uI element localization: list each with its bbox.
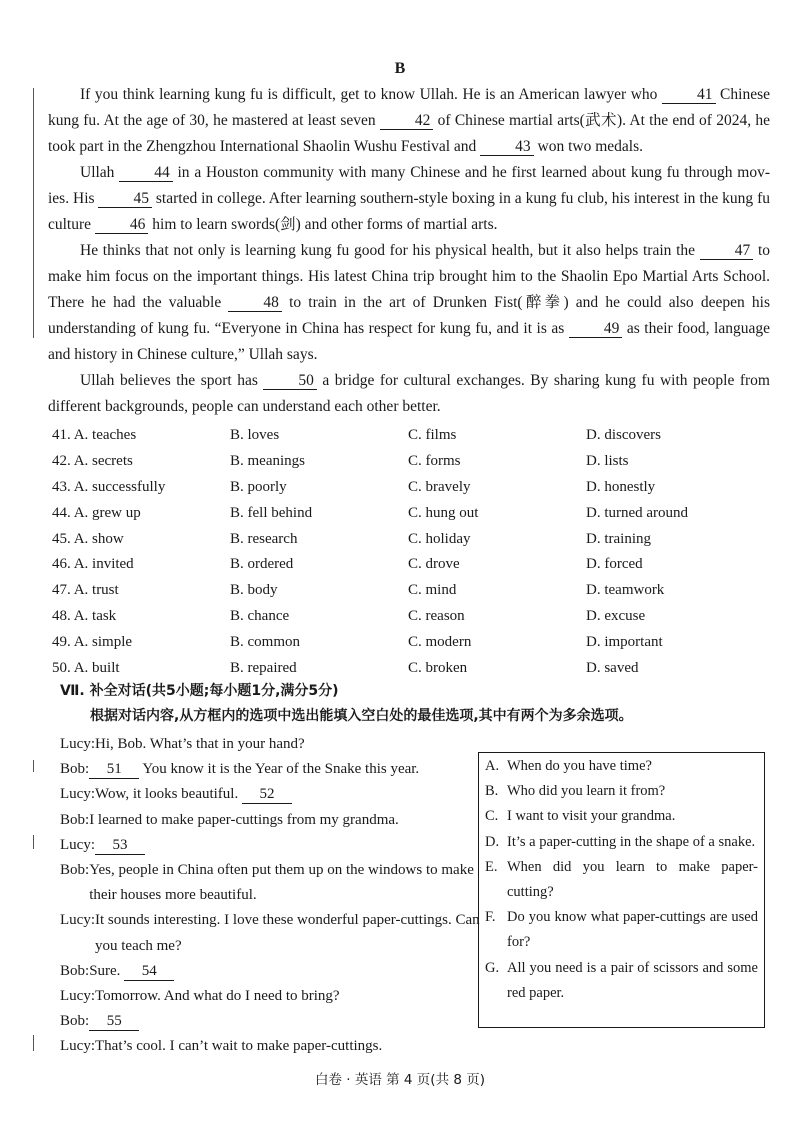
passage-text: to train in the art of Drunken Fist(醉拳) and he could also deepen his understanding of kung fu. “Everyone in China has respect for kung fu, and it is as — [48, 294, 770, 337]
line-text — [89, 757, 480, 782]
choice-item[interactable] — [485, 779, 758, 804]
dialogue-line — [60, 808, 480, 833]
passage-text: Chinese kung fu. At the age of 30, he mastered at least seven — [48, 86, 770, 129]
line-text-part: Wow, it looks beautiful. — [95, 786, 242, 803]
passage-text: Ullah believes the sport has — [80, 372, 264, 389]
blank-45: 45 — [98, 190, 152, 208]
option-b[interactable]: B. loves — [230, 427, 280, 444]
option-d[interactable]: D. honestly — [586, 478, 656, 495]
choice-item[interactable] — [485, 905, 758, 955]
question-row — [52, 629, 782, 655]
option-b[interactable]: B. body — [230, 582, 278, 599]
option-c[interactable]: C. forms — [408, 453, 461, 470]
passage-text: him to learn swords(剑) and other forms of martial arts. — [148, 216, 498, 233]
choice-text: Who did you learn it from? — [507, 783, 666, 800]
question-number: 47. — [52, 582, 71, 599]
passage-paragraph-4 — [48, 368, 770, 420]
cloze-options — [52, 423, 782, 681]
option-a-text: A. successfully — [73, 478, 166, 495]
option-a[interactable] — [52, 660, 230, 677]
option-a-text: A. trust — [73, 582, 119, 599]
choice-letter: D. — [485, 833, 500, 850]
passage-text: of Chinese martial arts(武术). At the end of 2024, he took part in the Zhengzhou International Shaolin Wushu Festival and — [48, 112, 770, 155]
left-margin-mark — [33, 88, 34, 338]
blank-44: 44 — [119, 164, 173, 182]
question-number: 49. — [52, 633, 71, 650]
question-number: 48. — [52, 607, 71, 624]
option-d[interactable]: D. turned around — [586, 504, 689, 521]
section-7-title: Ⅶ. 补全对话(共5小题;每小题1分,满分5分) — [60, 683, 339, 699]
choice-text: All you need is a pair of scissors and some red paper. — [507, 959, 758, 1001]
speaker: Lucy: — [60, 1038, 95, 1055]
line-text: Yes, people in China often put them up on the windows to make their houses more beautiful. — [89, 862, 474, 904]
option-a[interactable] — [52, 608, 230, 625]
option-b[interactable]: B. meanings — [230, 453, 305, 470]
question-row — [52, 655, 782, 681]
choice-letter: G. — [485, 959, 500, 976]
line-text: I learned to make paper-cuttings from my grandma. — [89, 811, 399, 828]
choice-text: I want to visit your grandma. — [507, 808, 676, 825]
blank-47: 47 — [700, 242, 754, 260]
dialogue-line — [60, 732, 480, 757]
passage-paragraph-1 — [48, 82, 770, 160]
passage-text: to make him focus on the important things. His latest China trip brought him to the Shaolin Epo Martial Arts School. There he had the valuable — [48, 242, 770, 311]
line-text: It sounds interesting. I love these wonderful paper-cuttings. Can you teach me? — [95, 912, 480, 954]
passage-text: a bridge for cultural exchanges. By sharing kung fu with people from different backgrounds, people can understand each other better. — [48, 372, 770, 415]
line-text: Hi, Bob. What’s that in your hand? — [95, 736, 305, 752]
option-d[interactable]: D. discovers — [586, 427, 661, 444]
option-c[interactable]: C. broken — [408, 659, 468, 676]
option-d[interactable]: D. important — [586, 633, 663, 650]
passage-text: won two medals. — [533, 138, 644, 155]
option-c[interactable]: C. modern — [408, 633, 472, 650]
question-row — [52, 500, 782, 526]
passage-text: as their food, language and history in Chinese culture,” Ullah says. — [48, 320, 770, 363]
blank-50: 50 — [263, 372, 317, 390]
option-c[interactable]: C. films — [408, 427, 457, 444]
question-number: 46. — [52, 556, 71, 573]
option-a-text: A. simple — [73, 633, 133, 650]
blank-41: 41 — [662, 86, 716, 104]
option-c[interactable]: C. hung out — [408, 504, 479, 521]
option-d[interactable]: D. forced — [586, 556, 643, 573]
dialogue-line — [60, 984, 480, 1009]
option-a[interactable] — [52, 479, 230, 496]
option-a-text: A. built — [73, 659, 120, 676]
option-c[interactable]: C. bravely — [408, 478, 471, 495]
line-text — [95, 782, 480, 807]
passage-text: If you think learning kung fu is difficult, get to know Ullah. He is an American lawyer who — [80, 86, 662, 103]
speaker: Bob: — [60, 811, 90, 828]
passage-paragraph-3 — [48, 238, 770, 368]
option-a[interactable] — [52, 582, 230, 599]
choice-letter: C. — [485, 808, 499, 825]
line-text-part: Sure. — [89, 962, 125, 979]
choice-item[interactable] — [485, 956, 758, 1006]
dialogue-line — [60, 908, 480, 958]
line-text — [89, 1009, 480, 1034]
line-text-part: You know it is the Year of the Snake this year. — [139, 761, 420, 778]
dialogue-line — [60, 757, 480, 782]
passage-text: started in college. After learning southern-style boxing in a kung fu club, his interest in the kung fu culture — [48, 190, 771, 233]
option-b[interactable]: B. research — [230, 530, 298, 547]
option-d[interactable]: D. teamwork — [586, 582, 665, 599]
option-b[interactable]: B. chance — [230, 607, 290, 624]
options-box — [478, 752, 765, 1028]
choice-item[interactable] — [485, 804, 758, 829]
choice-letter: F. — [485, 909, 496, 926]
option-b[interactable]: B. fell behind — [230, 504, 313, 521]
choice-item[interactable] — [485, 754, 758, 779]
option-d[interactable]: D. excuse — [586, 607, 646, 624]
option-a[interactable] — [52, 531, 230, 548]
question-row — [52, 578, 782, 604]
dialogue-line — [60, 782, 480, 807]
speaker: Bob: — [60, 962, 90, 979]
dialogue-line — [60, 858, 480, 908]
question-row — [52, 604, 782, 630]
passage-text: Ullah — [80, 164, 120, 181]
option-a-text: A. grew up — [73, 504, 141, 521]
blank-42: 42 — [380, 112, 434, 130]
option-a-text: A. task — [73, 607, 117, 624]
left-margin-mark — [33, 1035, 34, 1051]
question-number: 43. — [52, 478, 71, 495]
blank-53: 53 — [95, 837, 145, 855]
question-row — [52, 423, 782, 449]
dialogue — [60, 732, 480, 1060]
dialogue-line — [60, 1034, 480, 1059]
line-text: Tomorrow. And what do I need to bring? — [95, 988, 340, 1005]
option-d[interactable]: D. training — [586, 530, 651, 547]
option-c[interactable]: C. holiday — [408, 530, 471, 547]
option-c[interactable]: C. mind — [408, 582, 457, 599]
page-footer: 白卷 · 英语 第 4 页(共 8 页) — [314, 1072, 486, 1088]
choice-item[interactable] — [485, 855, 758, 905]
blank-49: 49 — [569, 320, 623, 338]
choice-letter: B. — [485, 783, 499, 800]
option-a[interactable] — [52, 634, 230, 651]
left-margin-mark — [33, 760, 34, 772]
section-label: B — [394, 60, 406, 77]
option-c[interactable]: C. reason — [408, 607, 465, 624]
choice-text: When did you learn to make paper-cutting? — [507, 858, 758, 901]
passage-paragraph-2 — [48, 160, 770, 238]
question-row — [52, 526, 782, 552]
choice-text: Do you know what paper-cuttings are used for? — [507, 909, 758, 951]
option-c[interactable]: C. drove — [408, 556, 460, 573]
question-number: 42. — [52, 453, 71, 470]
option-d[interactable]: D. lists — [586, 453, 629, 470]
speaker: Bob: — [60, 761, 90, 778]
reading-passage — [48, 82, 770, 420]
line-text — [95, 833, 480, 858]
blank-52: 52 — [242, 786, 292, 804]
option-a-text: A. show — [73, 530, 124, 547]
left-margin-mark — [33, 835, 34, 849]
speaker: Lucy: — [60, 836, 95, 853]
speaker: Bob: — [60, 862, 90, 879]
choice-text: When do you have time? — [507, 758, 652, 774]
dialogue-line — [60, 833, 480, 858]
question-row — [52, 449, 782, 475]
question-row — [52, 552, 782, 578]
option-b[interactable]: B. poorly — [230, 478, 287, 495]
blank-55: 55 — [89, 1013, 139, 1031]
dialogue-line — [60, 1009, 480, 1034]
passage-text: He thinks that not only is learning kung fu good for his physical health, but it also helps train the — [80, 242, 700, 259]
blank-46: 46 — [95, 216, 149, 234]
speaker: Lucy: — [60, 736, 95, 752]
blank-43: 43 — [480, 138, 534, 156]
option-a[interactable] — [52, 453, 230, 470]
line-text: That’s cool. I can’t wait to make paper-cuttings. — [95, 1038, 383, 1055]
passage-text: in a Houston community with many Chinese and he first learned about kung fu through movies. His — [48, 164, 770, 207]
option-a[interactable] — [52, 427, 230, 444]
option-b[interactable]: B. common — [230, 633, 300, 650]
option-a[interactable] — [52, 556, 230, 573]
speaker: Bob: — [60, 1013, 90, 1030]
dialogue-line — [60, 959, 480, 984]
question-number: 44. — [52, 504, 71, 521]
choice-item[interactable] — [485, 830, 758, 855]
section-7-instruction: 根据对话内容,从方框内的选项中选出能填入空白处的最佳选项,其中有两个为多余选项。 — [90, 708, 633, 724]
line-text — [89, 959, 480, 984]
blank-48: 48 — [228, 294, 282, 312]
question-number: 41. — [52, 427, 71, 444]
option-a[interactable] — [52, 505, 230, 522]
speaker: Lucy: — [60, 786, 95, 803]
option-b[interactable]: B. ordered — [230, 556, 294, 573]
question-row — [52, 475, 782, 501]
blank-54: 54 — [124, 963, 174, 981]
speaker: Lucy: — [60, 988, 95, 1005]
option-a-text: A. invited — [73, 556, 134, 573]
option-a-text: A. secrets — [73, 453, 133, 470]
option-a-text: A. teaches — [73, 427, 137, 444]
speaker: Lucy: — [60, 912, 95, 929]
choice-letter: E. — [485, 858, 498, 875]
option-b[interactable]: B. repaired — [230, 659, 297, 676]
question-number: 50. — [52, 659, 71, 676]
choice-text: It’s a paper-cutting in the shape of a snake. — [507, 833, 756, 850]
option-d[interactable]: D. saved — [586, 659, 639, 676]
choice-letter: A. — [485, 758, 500, 774]
blank-51: 51 — [89, 761, 139, 779]
question-number: 45. — [52, 530, 71, 547]
